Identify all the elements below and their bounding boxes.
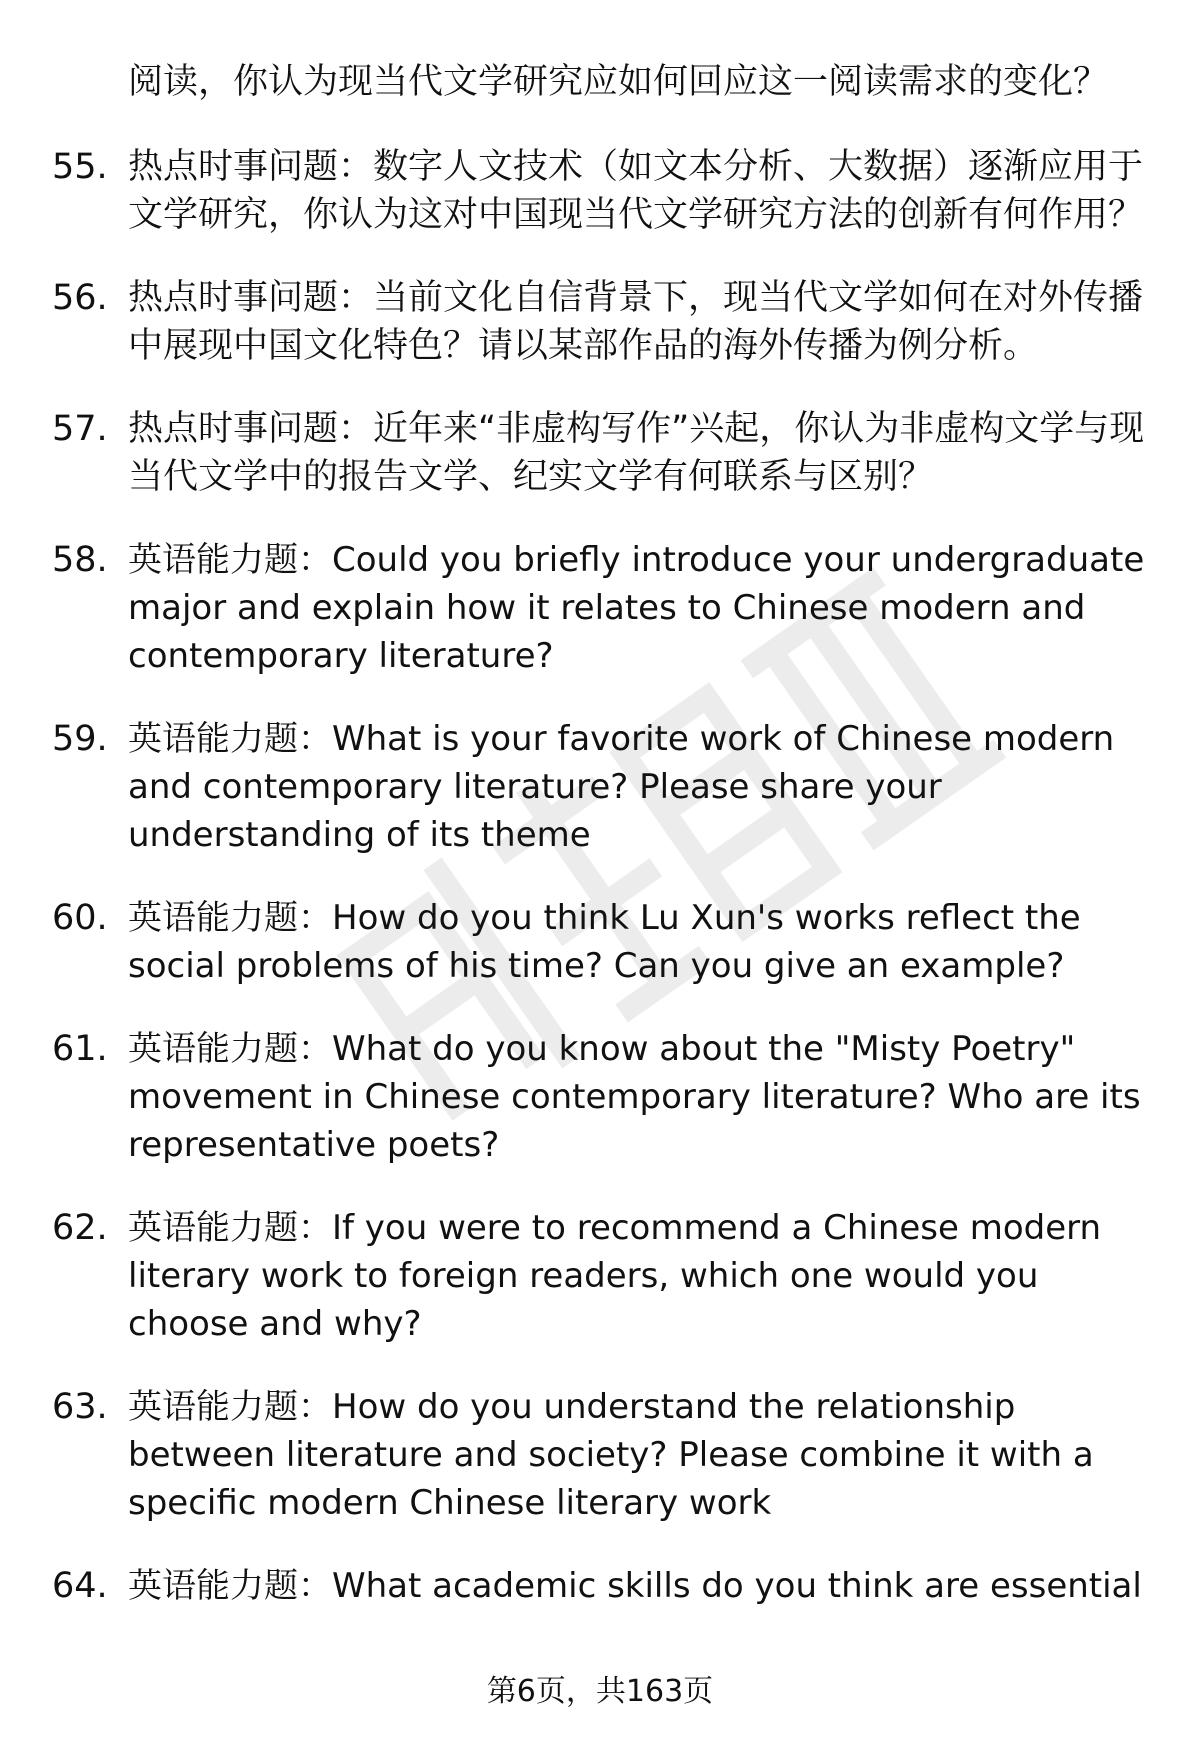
question-body — [128, 143, 1168, 239]
question-body — [128, 1204, 1168, 1348]
question-category: 英语能力题 — [128, 719, 298, 759]
category-separator: ： — [298, 540, 332, 580]
question-number: 57. — [52, 409, 108, 449]
question-number: 61. — [52, 1029, 108, 1069]
category-separator: ： — [338, 147, 374, 187]
page-footer: 第6页，共163页 — [486, 1674, 714, 1709]
question-body — [128, 1025, 1168, 1169]
question-category: 英语能力题 — [128, 1387, 298, 1427]
question-number: 62. — [52, 1208, 108, 1248]
question-number: 63. — [52, 1387, 108, 1427]
question-body — [128, 1383, 1168, 1527]
question-category: 热点时事问题 — [128, 278, 339, 318]
question-body — [128, 536, 1168, 680]
question-category: 英语能力题 — [128, 1208, 298, 1248]
question-item — [0, 536, 1168, 680]
question-category: 英语能力题 — [128, 1029, 298, 1069]
category-separator: ： — [298, 1387, 332, 1427]
category-separator: ： — [338, 409, 374, 449]
question-text: How do you think Lu Xun's works reflect the social problems of his time? Can you give an example? — [128, 898, 1081, 986]
question-body — [128, 274, 1168, 370]
question-item — [0, 715, 1168, 859]
question-item — [0, 274, 1168, 370]
category-separator: ： — [298, 1029, 332, 1069]
question-number: 60. — [52, 898, 108, 938]
question-category: 英语能力题 — [128, 898, 298, 938]
question-text: 近年来“非虚构写作”兴起，你认为非虚构文学与现当代文学中的报告文学、纪实文学有何联系与区别？ — [128, 409, 1145, 497]
question-body — [128, 1562, 1168, 1610]
question-list — [0, 143, 1200, 1645]
question-text: 数字人文技术（如文本分析、大数据）逐渐应用于文学研究，你认为这对中国现当代文学研究方法的创新有何作用？ — [128, 147, 1144, 235]
question-number: 55. — [52, 147, 108, 187]
question-item — [0, 1204, 1168, 1348]
question-category: 英语能力题 — [128, 1566, 298, 1606]
question-item — [0, 1383, 1168, 1527]
question-text: What do you know about the "Misty Poetry" movement in Chinese contemporary literature? Who are its representative poets? — [128, 1029, 1141, 1165]
question-number: 64. — [52, 1566, 108, 1606]
question-text: Could you briefly introduce your undergraduate major and explain how it relates to Chinese modern and contemporary literature? — [128, 540, 1145, 676]
category-separator: ： — [298, 1566, 332, 1606]
continuation-text: 阅读，你认为现当代文学研究应如何回应这一阅读需求的变化？ — [128, 62, 1109, 102]
question-category: 热点时事问题 — [128, 409, 339, 449]
question-text: What is your favorite work of Chinese modern and contemporary literature? Please share your understanding of its theme — [128, 719, 1115, 855]
question-item — [0, 894, 1168, 990]
category-separator: ： — [298, 898, 332, 938]
question-number: 58. — [52, 540, 108, 580]
question-number: 56. — [52, 278, 108, 318]
question-body — [128, 894, 1168, 990]
question-number: 59. — [52, 719, 108, 759]
question-text: If you were to recommend a Chinese modern literary work to foreign readers, which one would you choose and why? — [128, 1208, 1102, 1344]
question-text: What academic skills do you think are essential — [332, 1566, 1142, 1606]
category-separator: ： — [298, 719, 332, 759]
question-category: 热点时事问题 — [128, 147, 339, 187]
category-separator: ： — [338, 278, 374, 318]
question-category: 英语能力题 — [128, 540, 298, 580]
question-text: 当前文化自信背景下，现当代文学如何在对外传播中展现中国文化特色？请以某部作品的海外传播为例分析。 — [128, 278, 1144, 366]
question-item — [0, 143, 1168, 239]
question-text: How do you understand the relationship between literature and society? Please combine it with a specific modern Chinese literary work — [128, 1387, 1094, 1523]
question-item — [0, 405, 1168, 501]
category-separator: ： — [298, 1208, 332, 1248]
question-item — [0, 1562, 1168, 1610]
question-item — [0, 1025, 1168, 1169]
question-body — [128, 405, 1168, 501]
question-body — [128, 715, 1168, 859]
